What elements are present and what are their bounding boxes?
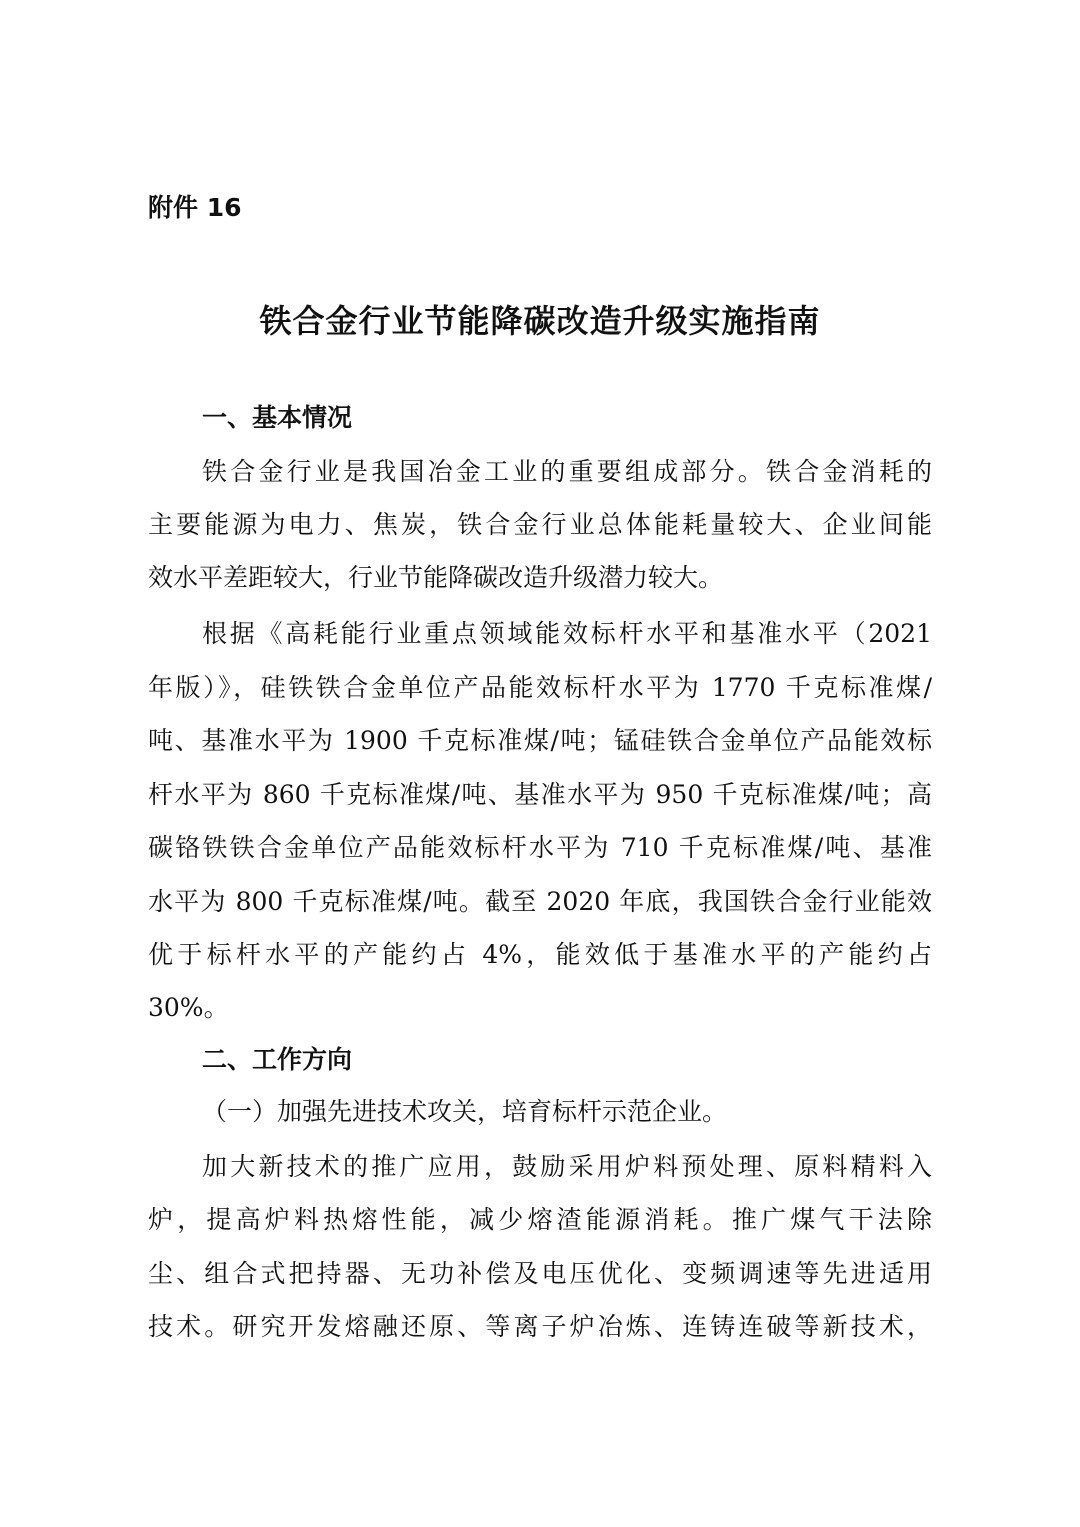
text-line: 优于标杆水平的产能约占 4%，能效低于基准水平的产能约占 xyxy=(148,940,932,969)
text-line: 尘、组合式把持器、无功补偿及电压优化、变频调速等先进适用 xyxy=(148,1259,932,1288)
text-line: 效水平差距较大，行业节能降碳改造升级潜力较大。 xyxy=(148,563,724,592)
text-line: 吨、基准水平为 1900 千克标准煤/吨；锰硅铁合金单位产品能效标 xyxy=(148,726,932,755)
text-line: 杆水平为 860 千克标准煤/吨、基准水平为 950 千克标准煤/吨；高 xyxy=(148,780,932,809)
text-line: 炉，提高炉料热熔性能，减少熔渣能源消耗。推广煤气干法除 xyxy=(148,1205,932,1234)
text-line: 碳铬铁铁合金单位产品能效标杆水平为 710 千克标准煤/吨、基准 xyxy=(148,833,932,862)
text-line: 30%。 xyxy=(148,993,229,1022)
text-line: 技术。研究开发熔融还原、等离子炉冶炼、连铸连破等新技术， xyxy=(148,1312,932,1341)
document-title: 铁合金行业节能降碳改造升级实施指南 xyxy=(259,302,821,340)
section-heading-basic: 一、基本情况 xyxy=(202,403,353,432)
attachment-label: 附件 16 xyxy=(148,193,242,222)
text-line: 主要能源为电力、焦炭，铁合金行业总体能耗量较大、企业间能 xyxy=(148,510,932,539)
subsection-heading: （一）加强先进技术攻关，培育标杆示范企业。 xyxy=(202,1097,728,1126)
section-heading-direction: 二、工作方向 xyxy=(202,1045,353,1074)
text-line: 铁合金行业是我国冶金工业的重要组成部分。铁合金消耗的 xyxy=(202,457,932,486)
text-line: 根据《高耗能行业重点领域能效标杆水平和基准水平（2021 xyxy=(202,619,932,648)
text-line: 加大新技术的推广应用，鼓励采用炉料预处理、原料精料入 xyxy=(202,1152,932,1181)
text-line: 年版）》，硅铁铁合金单位产品能效标杆水平为 1770 千克标准煤/ xyxy=(148,673,932,702)
text-line: 水平为 800 千克标准煤/吨。截至 2020 年底，我国铁合金行业能效 xyxy=(148,887,932,916)
